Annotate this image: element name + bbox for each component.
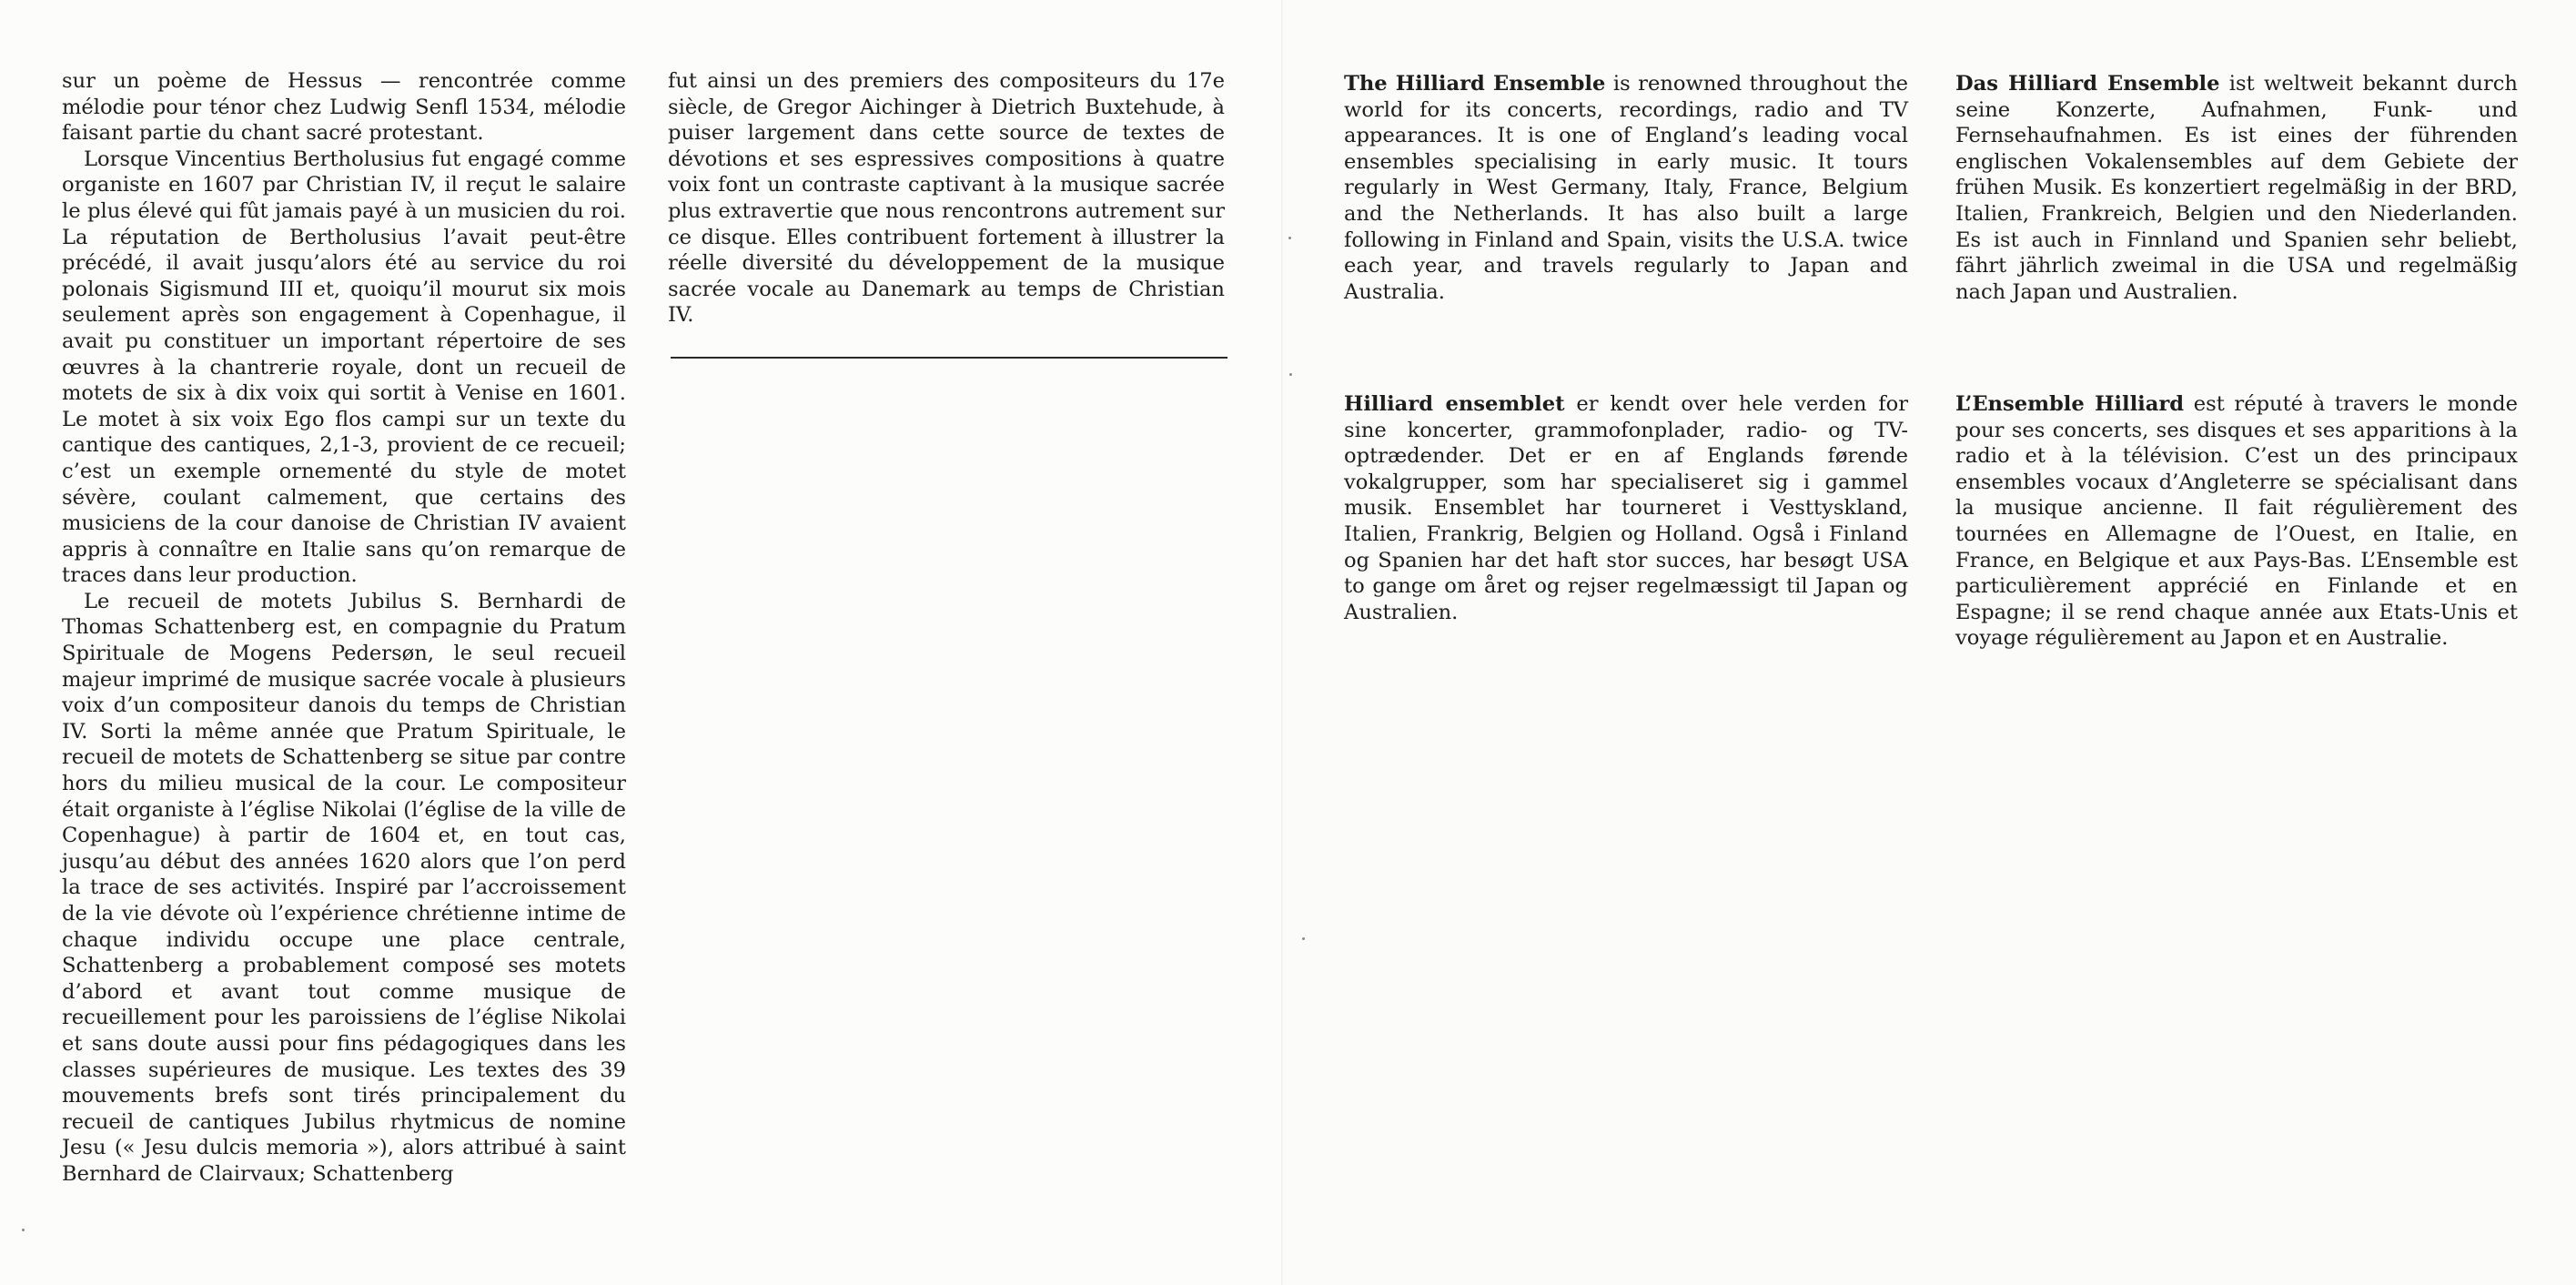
- bio-text: is renowned throughout the world for its concerts, recordings, radio and TV appearances. It is one of England’s leading vocal ensembles specialising in early music. It tours regularly in West Germany, Italy, France, Belgium and the Netherlands. It has also built a large following in Finland and Spain, visits the U.S.A. twice each year, and travels regularly to Japan and Australia.: [1344, 72, 1908, 304]
- ensemble-bio-german: [1955, 71, 2518, 305]
- bio-paragraph: [1344, 391, 1908, 625]
- paragraph: Lorsque Vincentius Bertholusius fut engagé comme organiste en 1607 par Christian IV, il reçut le salaire le plus élevé qui fût jamais payé à un musicien du roi. La réputation de Bertholusius l’avait peut-être précédé, il avait jusqu’alors été au service du roi polonais Sigismund III et, quoiqu’il mourut six mois seulement après son engagement à Copenhague, il avait pu constituer un important répertoire de ses œuvres à la chantrerie royale, dont un recueil de motets de six à dix voix qui sortit à Venise en 1601. Le motet à six voix Ego flos campi sur un texte du cantique des cantiques, 2,1-3, provient de ce recueil; c’est un exemple ornementé du style de motet sévère, coulant calmement, que certains des musiciens de la cour danoise de Christian IV avaient appris à connaître en Italie sans qu’on remarque de traces dans leur production.: [62, 147, 626, 588]
- left-page: [0, 0, 1283, 1285]
- ensemble-bio-french: [1955, 391, 2518, 652]
- ensemble-bio-danish: [1344, 391, 1908, 625]
- bio-lead: Hilliard ensemblet: [1344, 392, 1565, 416]
- section-divider-rule: [671, 357, 1227, 359]
- scan-speck: [1288, 237, 1291, 239]
- paragraph: fut ainsi un des premiers des compositeurs du 17e siècle, de Gregor Aichinger à Dietrich Buxtehude, à puiser largement dans cette source de textes de dévotions et ses espressives compositions à quatre voix font un contraste captivant à la musique sacrée plus extravertie que nous rencontrons autrement sur ce disque. Elles contribuent fortement à illustrer la réelle diversité du développement de la musique sacrée vocale au Danemark au temps de Christian IV.: [668, 69, 1225, 328]
- bio-lead: The Hilliard Ensemble: [1344, 72, 1606, 96]
- scan-speck: [22, 1229, 25, 1231]
- scan-speck: [1289, 373, 1292, 376]
- french-essay-column-1: [62, 68, 626, 1188]
- french-essay-column-2: [668, 68, 1225, 329]
- bio-text: er kendt over hele verden for sine koncerter, grammofonplader, radio- og TV-optrædender. Det er en af Englands førende vokalgrupper, som har specialiseret sig i gammel musik. Ensemblet har tourneret i Vesttyskland, Italien, Frankrig, Belgien og Holland. Også i Finland og Spanien har det haft stor succes, har besøgt USA to gange om året og rejser regelmæssigt til Japan og Australien.: [1344, 392, 1908, 624]
- scan-speck: [1302, 937, 1305, 940]
- ensemble-bio-english: [1344, 71, 1908, 305]
- bio-lead: L’Ensemble Hilliard: [1955, 392, 2185, 416]
- bio-text: est réputé à travers le monde pour ses concerts, ses disques et ses apparitions à la radio et à la télévision. C’est un des principaux ensembles vocaux d’Angleterre se spécialisant dans la musique ancienne. Il fait régulièrement des tournées en Allemagne de l’Ouest, en Italie, en France, en Belgique et aux Pays-Bas. L’Ensemble est particulièrement apprécié en Finlande et en Espagne; il se rend chaque année aux Etats-Unis et voyage régulièrement au Japon et en Australie.: [1955, 392, 2518, 651]
- paragraph: sur un poème de Hessus — rencontrée comme mélodie pour ténor chez Ludwig Senfl 1534, mélodie faisant partie du chant sacré protestant.: [62, 69, 626, 146]
- bio-text: ist weltweit bekannt durch seine Konzerte, Aufnahmen, Funk- und Fernsehaufnahmen. Es ist eines der führenden englischen Vokalensembles auf dem Gebiete der frühen Musik. Es konzertiert regelmäßig in der BRD, Italien, Frankreich, Belgien und den Niederlanden. Es ist auch in Finnland und Spanien sehr beliebt, fährt jährlich zweimal in die USA und regelmäßig nach Japan und Australien.: [1955, 72, 2518, 304]
- bio-lead: Das Hilliard Ensemble: [1955, 72, 2220, 96]
- paragraph: Le recueil de motets Jubilus S. Bernhardi de Thomas Schattenberg est, en compagnie du Pratum Spirituale de Mogens Pedersøn, le seul recueil majeur imprimé de musique sacrée vocale à plusieurs voix d’un compositeur danois du temps de Christian IV. Sorti la même année que Pratum Spirituale, le recueil de motets de Schattenberg se situe par contre hors du milieu musical de la cour. Le compositeur était organiste à l’église Nikolai (l’église de la ville de Copenhague) à partir de 1604 et, en tout cas, jusqu’au début des années 1620 alors que l’on perd la trace de ses activités. Inspiré par l’accroissement de la vie dévote où l’expérience chrétienne intime de chaque individu occupe une place centrale, Schattenberg a probablement composé ses motets d’abord et avant tout comme musique de recueillement pour les paroissiens de l’église Nikolai et sans doute aussi pour fins pédagogiques dans les classes supérieures de musique. Les textes des 39 mouvements brefs sont tirés principalement du recueil de cantiques Jubilus rhytmicus de nomine Jesu (« Jesu dulcis memoria »), alors attribué à saint Bernhard de Clairvaux; Schattenberg: [62, 589, 626, 1186]
- bio-paragraph: [1955, 391, 2518, 652]
- bio-paragraph: [1955, 71, 2518, 305]
- bio-paragraph: [1344, 71, 1908, 305]
